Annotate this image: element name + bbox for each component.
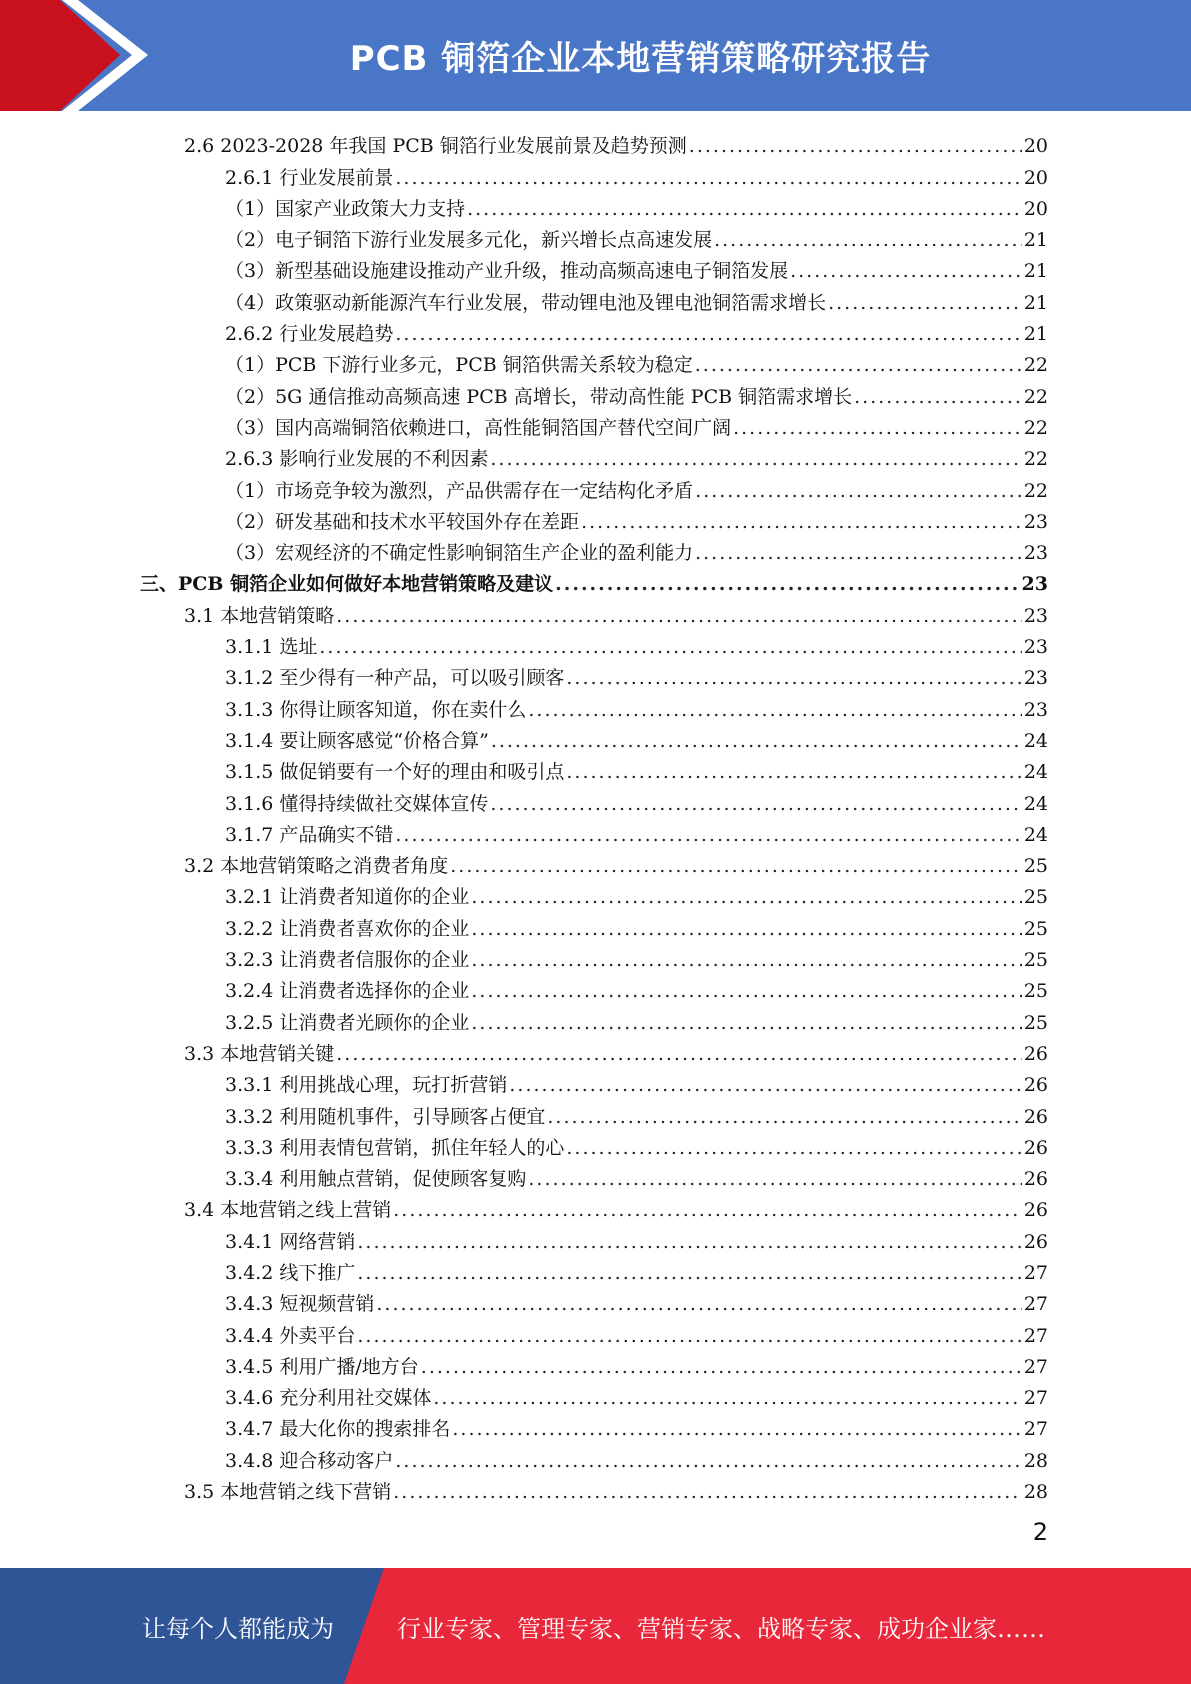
toc-entry-label: 3.2.1 让消费者知道你的企业 [225,886,470,909]
toc-entry[interactable] [140,1442,1048,1473]
toc-leader-dots [471,884,1021,910]
toc-entry[interactable] [140,1130,1048,1161]
footer-slogan-left: 让每个人都能成为 [142,1614,334,1643]
toc-entry[interactable] [140,1098,1048,1129]
toc-entry[interactable] [140,128,1048,159]
page-header [0,0,1191,111]
page-number: 2 [1032,1518,1048,1546]
toc-entry[interactable] [140,1411,1048,1442]
toc-entry-page: 27 [1023,1261,1048,1284]
toc-entry[interactable] [140,1474,1048,1505]
toc-entry-page: 23 [1023,698,1048,721]
toc-leader-dots [695,352,1022,378]
table-of-contents [140,128,1048,1505]
toc-entry[interactable] [140,253,1048,284]
toc-leader-dots [714,227,1022,253]
toc-entry[interactable] [140,504,1048,535]
toc-entry[interactable] [140,1286,1048,1317]
toc-leader-dots [376,1291,1021,1317]
toc-entry-page: 23 [1021,573,1048,596]
toc-entry-label: （2）电子铜箔下游行业发展多元化，新兴增长点高速发展 [225,229,713,252]
toc-entry-page: 24 [1023,823,1048,846]
toc-entry[interactable] [140,817,1048,848]
toc-entry-page: 27 [1023,1387,1048,1410]
toc-entry-label: 3.1.2 至少得有一种产品，可以吸引顾客 [225,667,565,690]
toc-entry[interactable] [140,942,1048,973]
toc-leader-dots [695,540,1022,566]
toc-entry[interactable] [140,1380,1048,1411]
toc-entry[interactable] [140,910,1048,941]
toc-entry-label: 3.4.5 利用广播/地方台 [225,1355,419,1378]
toc-entry-page: 26 [1023,1230,1048,1253]
toc-entry-label: 3.1.7 产品确实不错 [225,823,394,846]
toc-entry[interactable] [140,1223,1048,1254]
toc-entry-page: 27 [1023,1293,1048,1316]
toc-entry-page: 25 [1023,886,1048,909]
toc-entry-page: 22 [1023,354,1048,377]
toc-entry-page: 25 [1023,855,1048,878]
toc-entry[interactable] [140,691,1048,722]
toc-entry-label: 3.1.3 你得让顾客知道，你在卖什么 [225,698,527,721]
toc-entry-page: 25 [1023,917,1048,940]
toc-entry-page: 20 [1023,135,1048,158]
toc-leader-dots [581,509,1022,535]
toc-entry[interactable] [140,284,1048,315]
toc-entry-page: 24 [1023,729,1048,752]
toc-entry[interactable] [140,472,1048,503]
toc-entry-label: 3.4.4 外卖平台 [225,1324,356,1347]
toc-leader-dots [566,665,1021,691]
toc-entry-page: 22 [1023,448,1048,471]
toc-entry-page: 21 [1023,260,1048,283]
toc-entry-label: 3.1.4 要让顾客感觉“价格合算” [225,729,489,752]
toc-entry-label: 3.4.2 线下推广 [225,1261,356,1284]
toc-leader-dots [555,571,1019,597]
toc-entry-label: 2.6.2 行业发展趋势 [225,323,394,346]
toc-entry-label: （1）国家产业政策大力支持 [225,197,466,220]
toc-entry-page: 20 [1023,197,1048,220]
toc-entry-label: 2.6.3 影响行业发展的不利因素 [225,448,489,471]
toc-entry-page: 22 [1023,479,1048,502]
toc-entry[interactable] [140,1349,1048,1380]
toc-entry-page: 26 [1023,1042,1048,1065]
toc-entry[interactable] [140,566,1048,597]
toc-leader-dots [471,947,1021,973]
toc-entry-page: 26 [1023,1136,1048,1159]
toc-entry-page: 24 [1023,761,1048,784]
toc-entry-label: 3.1 本地营销策略 [184,604,335,627]
toc-entry-label: （3）宏观经济的不确定性影响铜箔生产企业的盈利能力 [225,542,694,565]
toc-entry[interactable] [140,848,1048,879]
toc-entry-page: 23 [1023,667,1048,690]
toc-entry-page: 22 [1023,385,1048,408]
toc-entry-label: 3.2.2 让消费者喜欢你的企业 [225,917,470,940]
toc-entry-label: 3.1.1 选址 [225,636,318,659]
toc-entry-page: 23 [1023,510,1048,533]
toc-entry[interactable] [140,785,1048,816]
toc-leader-dots [395,321,1021,347]
toc-entry-label: 3.2 本地营销策略之消费者角度 [184,855,449,878]
toc-leader-dots [395,822,1021,848]
toc-entry-page: 23 [1023,542,1048,565]
toc-entry-page: 25 [1023,949,1048,972]
toc-leader-dots [547,1104,1021,1130]
toc-entry-label: 3.4.7 最大化你的搜索排名 [225,1418,451,1441]
toc-entry-label: 2.6.1 行业发展前景 [225,166,394,189]
toc-leader-dots [421,1354,1022,1380]
toc-entry-label: 3.2.3 让消费者信服你的企业 [225,949,470,972]
toc-leader-dots [733,415,1022,441]
toc-entry-page: 23 [1023,604,1048,627]
toc-entry-label: 3.4.3 短视频营销 [225,1293,375,1316]
toc-entry-label: 三、PCB 铜箔企业如何做好本地营销策略及建议 [140,573,554,596]
page-footer [0,1568,1191,1684]
toc-entry-label: 3.3.2 利用随机事件，引导顾客占便宜 [225,1105,546,1128]
toc-entry-label: （1）PCB 下游行业多元，PCB 铜箔供需关系较为稳定 [225,354,693,377]
toc-entry-label: （4）政策驱动新能源汽车行业发展，带动锂电池及锂电池铜箔需求增长 [225,291,827,314]
toc-entry[interactable] [140,1317,1048,1348]
toc-entry-page: 25 [1023,1011,1048,1034]
toc-leader-dots [490,791,1021,817]
toc-entry-page: 24 [1023,792,1048,815]
toc-leader-dots [491,728,1022,754]
toc-entry[interactable] [140,597,1048,628]
toc-leader-dots [490,446,1021,472]
toc-entry[interactable] [140,410,1048,441]
toc-entry[interactable] [140,723,1048,754]
toc-entry[interactable] [140,191,1048,222]
toc-entry[interactable] [140,441,1048,472]
toc-entry[interactable] [140,879,1048,910]
toc-leader-dots [357,1229,1021,1255]
toc-entry-page: 26 [1023,1074,1048,1097]
toc-leader-dots [336,603,1022,629]
toc-entry[interactable] [140,347,1048,378]
toc-entry-label: 3.1.6 懂得持续做社交媒体宣传 [225,792,489,815]
toc-leader-dots [393,1197,1022,1223]
toc-entry-page: 26 [1023,1105,1048,1128]
toc-leader-dots [471,1010,1021,1036]
toc-entry-label: 3.3.4 利用触点营销，促使顾客复购 [225,1168,527,1191]
toc-entry[interactable] [140,1067,1048,1098]
toc-entry[interactable] [140,1192,1048,1223]
footer-slogan-right: 行业专家、管理专家、营销专家、战略专家、成功企业家…… [397,1614,1045,1643]
toc-entry-label: 3.4 本地营销之线上营销 [184,1199,392,1222]
toc-entry-label: 3.3 本地营销关键 [184,1042,335,1065]
toc-entry[interactable] [140,535,1048,566]
toc-leader-dots [566,1135,1021,1161]
toc-leader-dots [336,1041,1022,1067]
toc-entry-page: 27 [1023,1418,1048,1441]
toc-entry-label: 2.6 2023-2028 年我国 PCB 铜箔行业发展前景及趋势预测 [184,135,687,158]
toc-leader-dots [357,1260,1021,1286]
toc-entry-page: 21 [1023,323,1048,346]
toc-entry[interactable] [140,316,1048,347]
toc-entry-label: 3.3.3 利用表情包营销，抓住年轻人的心 [225,1136,565,1159]
toc-entry[interactable] [140,378,1048,409]
toc-entry-label: 3.5 本地营销之线下营销 [184,1481,392,1504]
toc-leader-dots [357,1323,1021,1349]
toc-leader-dots [528,697,1021,723]
toc-entry-label: 3.4.1 网络营销 [225,1230,356,1253]
toc-entry-page: 27 [1023,1355,1048,1378]
toc-entry[interactable] [140,159,1048,190]
toc-entry-page: 21 [1023,229,1048,252]
toc-entry[interactable] [140,1161,1048,1192]
toc-entry-label: （2）5G 通信推动高频高速 PCB 高增长，带动高性能 PCB 铜箔需求增长 [225,385,853,408]
toc-leader-dots [395,165,1021,191]
toc-entry[interactable] [140,222,1048,253]
toc-leader-dots [509,1072,1021,1098]
toc-leader-dots [471,916,1021,942]
toc-leader-dots [790,258,1022,284]
toc-entry-label: （3）新型基础设施建设推动产业升级，推动高频高速电子铜箔发展 [225,260,789,283]
toc-leader-dots [433,1385,1021,1411]
toc-entry-page: 25 [1023,980,1048,1003]
toc-leader-dots [395,1448,1021,1474]
toc-entry[interactable] [140,660,1048,691]
toc-entry-page: 28 [1023,1481,1048,1504]
toc-entry-label: 3.4.8 迎合移动客户 [225,1449,394,1472]
toc-entry-label: 3.1.5 做促销要有一个好的理由和吸引点 [225,761,565,784]
toc-entry-label: 3.3.1 利用挑战心理，玩打折营销 [225,1074,508,1097]
toc-leader-dots [695,478,1022,504]
toc-entry-label: 3.2.5 让消费者光顾你的企业 [225,1011,470,1034]
toc-entry-page: 20 [1023,166,1048,189]
toc-entry-page: 28 [1023,1449,1048,1472]
toc-leader-dots [854,384,1022,410]
toc-entry[interactable] [140,973,1048,1004]
toc-entry[interactable] [140,1004,1048,1035]
document-title: PCB 铜箔企业本地营销策略研究报告 [349,39,932,79]
toc-entry-page: 26 [1023,1199,1048,1222]
toc-leader-dots [528,1166,1021,1192]
toc-entry-page: 27 [1023,1324,1048,1347]
toc-leader-dots [566,759,1021,785]
toc-leader-dots [393,1479,1022,1505]
toc-entry[interactable] [140,1036,1048,1067]
toc-leader-dots [450,853,1022,879]
toc-leader-dots [467,196,1022,222]
toc-entry-label: （2）研发基础和技术水平较国外存在差距 [225,510,580,533]
toc-entry-label: （3）国内高端铜箔依赖进口，高性能铜箔国产替代空间广阔 [225,416,732,439]
toc-leader-dots [689,133,1022,159]
toc-entry[interactable] [140,629,1048,660]
toc-leader-dots [319,634,1021,660]
toc-leader-dots [828,290,1022,316]
toc-entry-label: （1）市场竞争较为激烈，产品供需存在一定结构化矛盾 [225,479,694,502]
toc-entry[interactable] [140,1255,1048,1286]
toc-entry-label: 3.4.6 充分利用社交媒体 [225,1387,432,1410]
toc-entry-page: 26 [1023,1168,1048,1191]
toc-entry-page: 21 [1023,291,1048,314]
toc-leader-dots [452,1416,1021,1442]
toc-entry-label: 3.2.4 让消费者选择你的企业 [225,980,470,1003]
toc-entry-page: 23 [1023,636,1048,659]
toc-entry[interactable] [140,754,1048,785]
toc-leader-dots [471,978,1021,1004]
toc-entry-page: 22 [1023,416,1048,439]
